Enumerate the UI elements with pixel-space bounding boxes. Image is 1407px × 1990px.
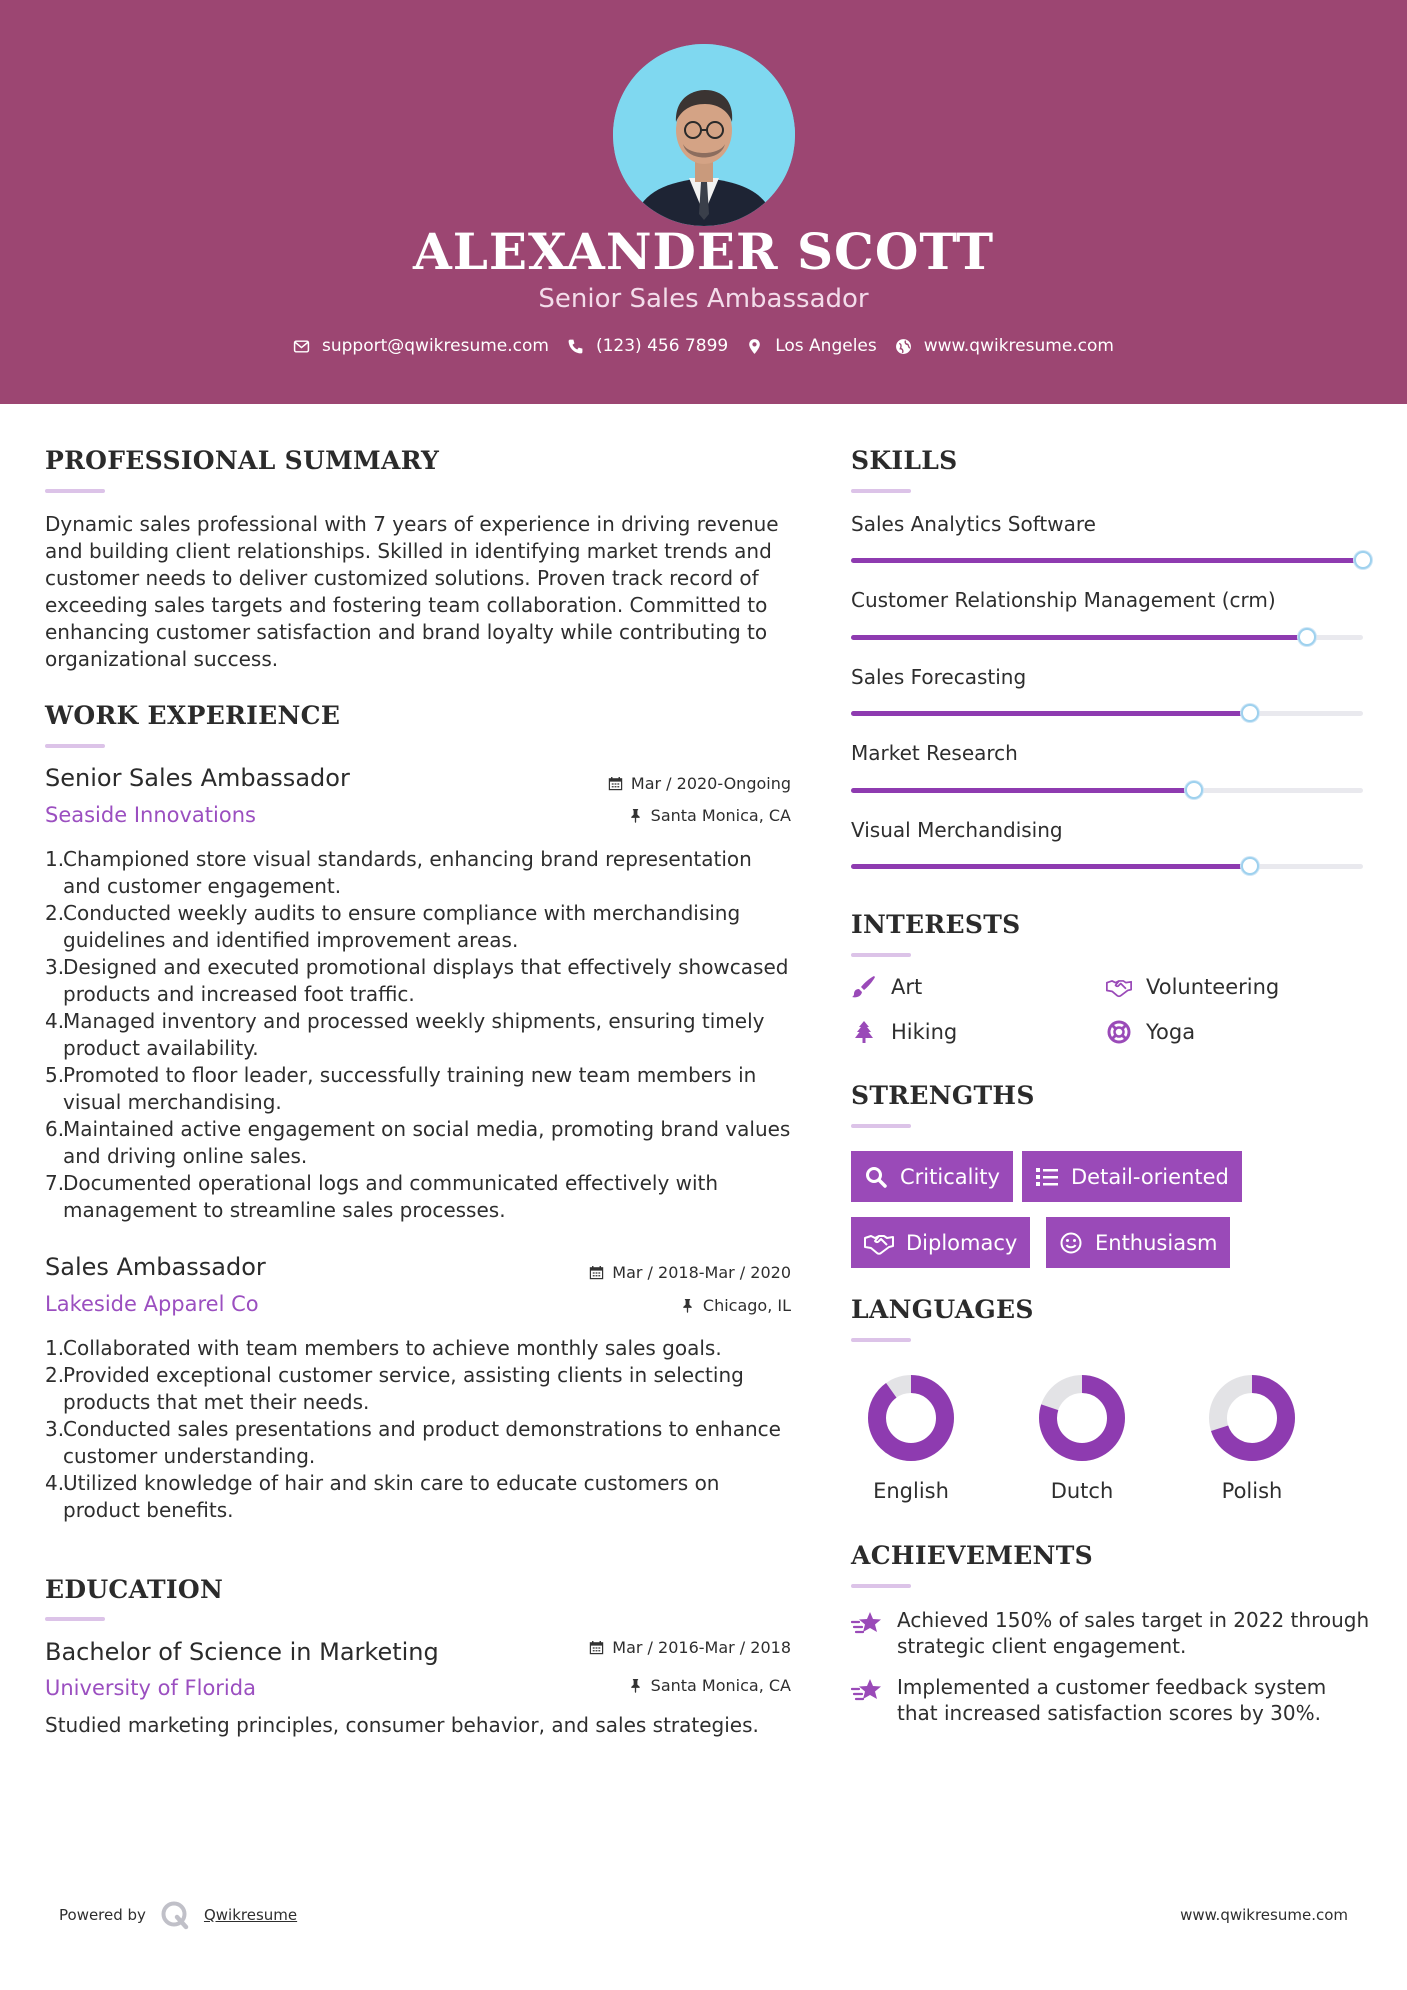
job-title: Sales Ambassador [45,1253,266,1281]
list-item: 2. Provided exceptional customer service, assisting clients in selecting products that met their needs. [45,1363,744,1414]
profile-photo [613,44,795,226]
calendar-icon [589,1265,604,1280]
powered-by-text: Powered by [59,1906,146,1924]
interests-heading: INTERESTS [851,910,1021,939]
skill-bar-knob [1354,551,1372,569]
skills-divider [851,489,911,493]
strength-chip [1022,1151,1242,1202]
contact-phone-text: (123) 456 7899 [595,336,729,356]
education-dates [589,1638,791,1657]
summary-text: Dynamic sales professional with 7 years of experience in driving revenue and building client relationships. Skilled in identifying market trends and customer needs to deliver customized solutions. Proven track record of exceeding sales targets and fostering team collaboration. Committed to enhancing customer satisfaction and brand loyalty while contributing to organizational success. [45,512,779,671]
list-item: 7. Documented operational logs and communicated effectively with management to streamline sales processes. [45,1171,719,1222]
shooting-star-icon [851,1676,883,1704]
contact-website[interactable] [895,336,1114,356]
globe-icon [895,338,912,355]
language-label: Polish [1221,1479,1283,1503]
list-item: 5. Promoted to floor leader, successfully training new team members in visual merchandising. [45,1063,757,1114]
language-label: English [873,1479,949,1503]
language-label: Dutch [1050,1479,1114,1503]
job-responsibilities [45,1335,795,1524]
summary-heading: PROFESSIONAL SUMMARY [45,446,440,475]
skill-label: Sales Analytics Software [851,512,1096,536]
qwikresume-link[interactable]: Qwikresume [203,1906,298,1924]
language-donut [1207,1373,1297,1463]
skill-bar-fill [851,558,1363,563]
skill-bar [851,558,1363,563]
pushpin-icon [628,1678,643,1693]
list-item-text: Managed inventory and processed weekly shipments, ensuring timely product availability. [63,1009,765,1060]
skill-bar [851,635,1363,640]
calendar-icon [608,776,623,791]
shooting-star-icon [851,1609,883,1637]
experience-heading: WORK EXPERIENCE [45,701,341,730]
job-location-text: Chicago, IL [702,1296,791,1315]
skill-bar-knob [1241,857,1259,875]
interest-label: Yoga [1146,1020,1196,1044]
search-icon [864,1165,888,1189]
list-item-text: Utilized knowledge of hair and skin care to educate customers on product benefits. [63,1471,720,1522]
skill-bar-fill [851,635,1307,640]
list-item-text: Championed store visual standards, enhancing brand representation and customer engagement. [63,847,752,898]
list-item: 4. Utilized knowledge of hair and skin care to educate customers on product benefits. [45,1471,720,1522]
envelope-icon [293,338,310,355]
skill-bar-fill [851,864,1250,869]
education-school: University of Florida [45,1676,256,1700]
list-item-text: Collaborated with team members to achieve monthly sales goals. [63,1336,722,1360]
education-heading: EDUCATION [45,1575,224,1604]
job-dates-text: Mar / 2018-Mar / 2020 [612,1263,791,1282]
list-item-text: Documented operational logs and communicated effectively with management to streamline sales processes. [63,1171,719,1222]
list-item: 2. Conducted weekly audits to ensure compliance with merchandising guidelines and identified improvement areas. [45,901,741,952]
achievements-heading: ACHIEVEMENTS [851,1541,1093,1570]
list-item-text: Conducted sales presentations and product demonstrations to enhance customer understanding. [63,1417,781,1468]
strength-label: Diplomacy [906,1230,1018,1255]
languages-divider [851,1338,911,1342]
languages-heading: LANGUAGES [851,1295,1034,1324]
calendar-icon [589,1640,604,1655]
strength-chip [1046,1217,1230,1268]
interest-label: Volunteering [1146,975,1280,999]
list-item-text: Designed and executed promotional displays that effectively showcased products and increased foot traffic. [63,955,789,1006]
list-item-text: Conducted weekly audits to ensure compliance with merchandising guidelines and identified improvement areas. [63,901,741,952]
list-item: 4. Managed inventory and processed weekly shipments, ensuring timely product availability. [45,1009,765,1060]
avatar [613,44,795,226]
contact-website-text: www.qwikresume.com [923,336,1114,356]
achievement-text: Implemented a customer feedback system that increased satisfaction scores by 30%. [897,1675,1327,1725]
skills-heading: SKILLS [851,446,958,475]
job-location-text: Santa Monica, CA [650,806,791,825]
experience-divider [45,744,105,748]
strength-chip [851,1151,1013,1202]
handshake-icon [864,1231,894,1255]
language-donut [1037,1373,1127,1463]
language-ring [1207,1373,1297,1463]
phone-icon [567,338,584,355]
interest-item [851,1020,957,1044]
contact-bar [0,336,1407,356]
job-responsibilities [45,846,795,1224]
map-pin-icon [746,338,763,355]
pushpin-icon [628,808,643,823]
contact-email[interactable] [293,336,549,356]
summary-divider [45,489,105,493]
job-dates [608,774,791,793]
education-degree: Bachelor of Science in Marketing [45,1638,439,1666]
contact-phone[interactable] [567,336,728,356]
smile-icon [1059,1231,1083,1255]
skill-label: Sales Forecasting [851,665,1027,689]
skill-bar-fill [851,788,1194,793]
footer-branding [59,1900,297,1930]
qwikresume-logo-icon [160,1900,190,1930]
skill-bar [851,864,1363,869]
resume-header [0,0,1407,404]
candidate-name: ALEXANDER SCOTT [412,222,995,281]
skill-bar-knob [1298,628,1316,646]
list-item-text: Maintained active engagement on social media, promoting brand values and driving online sales. [63,1117,791,1168]
language-donut [866,1373,956,1463]
list-item: 1. Championed store visual standards, enhancing brand representation and customer engagement. [45,847,752,898]
list-item: 3. Designed and executed promotional displays that effectively showcased products and increased foot traffic. [45,955,789,1006]
language-ring [1037,1373,1127,1463]
language-ring [866,1373,956,1463]
list-icon [1035,1165,1059,1189]
strengths-heading: STRENGTHS [851,1081,1035,1110]
strength-chip [851,1217,1030,1268]
skill-bar-fill [851,711,1250,716]
skill-bar [851,788,1363,793]
interest-item [1106,975,1279,999]
interest-item [851,975,922,999]
contact-location-text: Los Angeles [775,336,877,356]
skill-bar-knob [1241,704,1259,722]
interest-label: Art [891,975,923,999]
paintbrush-icon [851,975,877,999]
education-description: Studied marketing principles, consumer behavior, and sales strategies. [45,1713,759,1737]
footer-website[interactable]: www.qwikresume.com [1180,1906,1348,1924]
interests-divider [851,953,911,957]
strength-label: Enthusiasm [1095,1230,1218,1255]
interest-item [1106,1020,1195,1044]
list-item: 6. Maintained active engagement on social media, promoting brand values and driving online sales. [45,1117,791,1168]
list-item-text: Provided exceptional customer service, assisting clients in selecting products that met their needs. [63,1363,744,1414]
job-location [628,806,791,825]
education-divider [45,1617,105,1621]
candidate-title: Senior Sales Ambassador [538,284,869,314]
tree-icon [851,1020,877,1044]
strength-label: Detail-oriented [1071,1164,1229,1189]
list-item: 3. Conducted sales presentations and product demonstrations to enhance customer understanding. [45,1417,781,1468]
list-item-text: Promoted to floor leader, successfully training new team members in visual merchandising. [63,1063,757,1114]
pushpin-icon [680,1298,695,1313]
achievement-text: Achieved 150% of sales target in 2022 through strategic client engagement. [897,1608,1370,1658]
handshake-icon [1106,975,1132,999]
job-dates-text: Mar / 2020-Ongoing [630,774,791,793]
education-location-text: Santa Monica, CA [650,1676,791,1695]
job-company: Seaside Innovations [45,803,256,827]
lifebuoy-icon [1106,1020,1132,1044]
skill-label: Visual Merchandising [851,818,1063,842]
skill-bar [851,711,1363,716]
job-company: Lakeside Apparel Co [45,1292,259,1316]
interest-label: Hiking [891,1020,958,1044]
job-title: Senior Sales Ambassador [45,764,350,792]
achievement-item [851,1607,1371,1659]
skill-label: Customer Relationship Management (crm) [851,588,1276,612]
job-location [680,1296,791,1315]
contact-location [746,336,877,356]
strength-label: Criticality [900,1164,1000,1189]
contact-email-text: support@qwikresume.com [322,336,549,356]
education-dates-text: Mar / 2016-Mar / 2018 [612,1638,791,1657]
language-donut-fill [877,1384,945,1452]
skill-bar-knob [1185,781,1203,799]
job-dates [589,1263,791,1282]
list-item: 1. Collaborated with team members to achieve monthly sales goals. [45,1336,722,1360]
achievements-divider [851,1584,911,1588]
education-location [628,1676,791,1695]
strengths-divider [851,1124,911,1128]
skill-label: Market Research [851,741,1018,765]
achievement-item [851,1674,1371,1726]
